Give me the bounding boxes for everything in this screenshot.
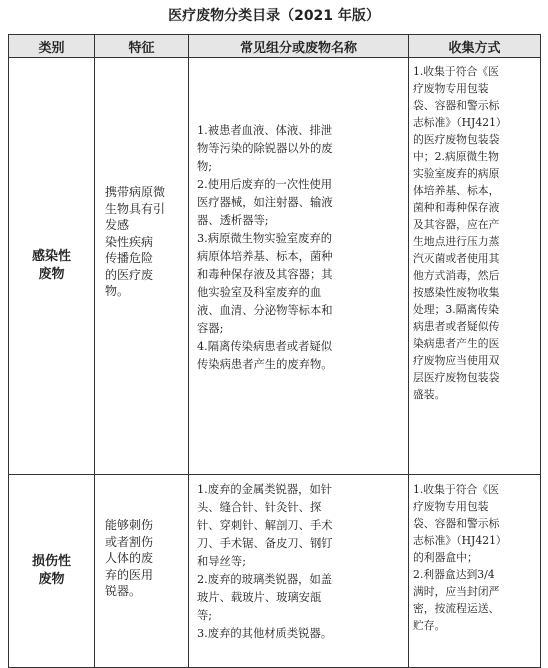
feature-cell [95, 58, 189, 475]
waste-classification-table [8, 34, 541, 668]
components-cell [189, 58, 409, 475]
feature-cell [95, 475, 189, 668]
feature-text: 能够刺伤 或者割伤 人体的废 弃的医用 锐器。 [105, 518, 154, 598]
header-category: 类别 [9, 35, 95, 58]
header-collection: 收集方式 [409, 35, 541, 58]
header-feature: 特征 [95, 35, 189, 58]
category-label: 感染性 废物 [31, 249, 71, 282]
components-text: 1.被患者血液、体液、排泄 物等污染的除锐器以外的废 物; 2.使用后废弃的一次性使用 医疗器械，如注射器、输液 器、透析器等; 3.病原微生物实验室废弃的 病原体培养基、标本，菌种 和毒种保存液及其容器；其 他实验室及科室废弃的血 液、血清、分泌物等标本和 容器; 4.隔离传染病患者或者疑似 传染病患者产生的废弃物。 [197, 124, 333, 371]
table-row [9, 58, 541, 475]
collection-text: 1.收集于符合《医 疗废物专用包装 袋、容器和警示标 志标准》（HJ421） 的利器盒中； 2.利器盒达到3/4 满时，应当封闭严 密，按流程运送、 贮存。 [413, 483, 507, 632]
category-cell [9, 58, 95, 475]
feature-text: 携带病原微 生物具有引 发感 染性疾病 传播危险 的医疗废 物。 [105, 185, 166, 298]
table-header-row [9, 35, 541, 58]
category-label: 损伤性 废物 [31, 554, 71, 587]
collection-cell [409, 475, 541, 668]
collection-text: 1.收集于符合《医 疗废物专用包装 袋、容器和警示标 志标准》（HJ421） 的医疗废物包装袋 中；2.病原微生物 实验室废弃的病原 体培养基、标本， 菌种和毒种保存液 及其容器，应在产 生地点进行压力蒸 汽灭菌或者使用其 他方式消毒，然后 按感染性废物收集 处理；3.隔离传染 病患者或者疑似传 染病患者产生的医 疗废物应当使用双 层医疗废物包装袋 盛装。 [413, 65, 507, 401]
collection-cell [409, 58, 541, 475]
components-cell [189, 475, 409, 668]
table-row [9, 475, 541, 668]
header-components: 常见组分或废物名称 [189, 35, 409, 58]
category-cell [9, 475, 95, 668]
page-title: 医疗废物分类目录（2021 年版） [168, 8, 380, 24]
components-text: 1.废弃的金属类锐器，如针 头、缝合针、针灸针、探 针、穿刺针、解剖刀、手术 刀、手术锯、备皮刀、钢钉 和导丝等; 2.废弃的玻璃类锐器，如盖 玻片、载玻片、玻璃安瓿 等; 3.废弃的其他材质类锐器。 [197, 483, 333, 640]
